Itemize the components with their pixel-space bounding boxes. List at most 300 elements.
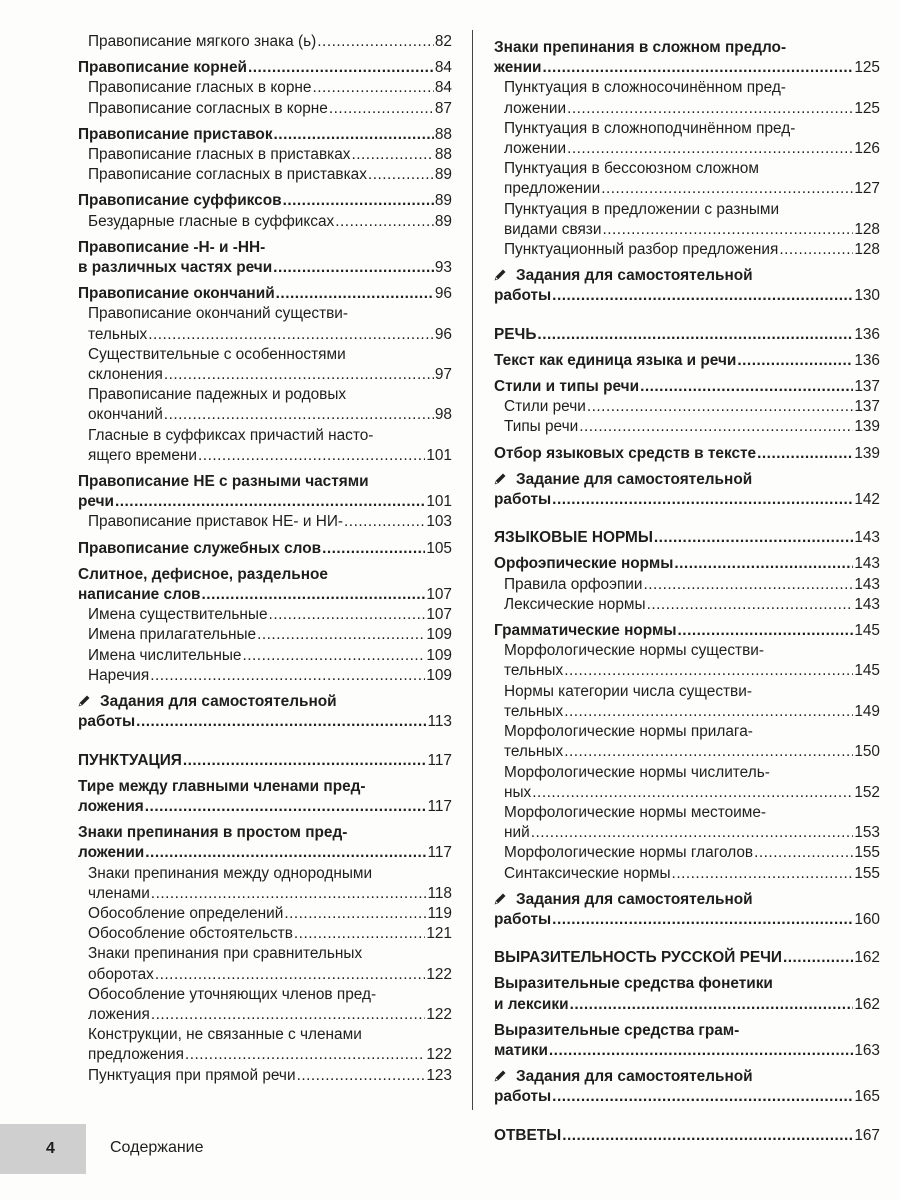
toc-page-number: 143 <box>854 575 880 593</box>
toc-entry-title: Правописание гласных в корне <box>88 79 312 97</box>
leader-dots <box>647 595 854 615</box>
leader-dots <box>552 1087 853 1107</box>
leader-dots <box>654 528 853 548</box>
toc-left-column <box>78 32 452 1086</box>
leader-dots <box>274 125 434 145</box>
leader-dots <box>151 1005 425 1025</box>
toc-entry-title: Слитное, дефисное, раздельное <box>78 565 328 583</box>
toc-entry-title: ложения <box>78 797 144 815</box>
leader-dots <box>601 179 853 199</box>
toc-entry-title: жении <box>494 59 542 77</box>
toc-page-number: 98 <box>434 406 452 424</box>
toc-entry <box>494 528 880 548</box>
toc-page-number: 163 <box>854 1041 880 1059</box>
toc-entry <box>494 1067 880 1107</box>
toc-entry <box>494 722 880 762</box>
toc-entry <box>78 646 452 666</box>
toc-page-number: 97 <box>434 366 452 384</box>
toc-page-number: 89 <box>434 166 452 184</box>
toc-entry-title: ложения <box>88 1005 150 1023</box>
toc-entry-title: Текст как единица языка и речи <box>494 351 737 369</box>
toc-entry-title: Наречия <box>88 666 150 684</box>
toc-entry <box>494 554 880 574</box>
toc-entry-title: Правописание гласных в приставках <box>88 146 351 164</box>
toc-page-number: 107 <box>426 606 452 624</box>
toc-entry-title: Имена существительные <box>88 606 268 624</box>
leader-dots <box>322 539 425 559</box>
toc-entry <box>78 539 452 559</box>
toc-entry-title: Задание для самостоятельной <box>494 470 752 490</box>
leader-dots <box>185 1045 425 1065</box>
toc-entry-title: видами связи <box>504 220 602 238</box>
leader-dots <box>737 351 853 371</box>
toc-entry-title: Задания для самостоятельной <box>494 266 753 286</box>
toc-page-number: 89 <box>434 192 452 210</box>
toc-entry-title: и лексики <box>494 995 569 1013</box>
leader-dots <box>779 240 853 260</box>
toc-page-number: 93 <box>434 259 452 277</box>
toc-entry-title: Конструкции, не связанные с членами <box>88 1026 362 1044</box>
toc-entry <box>78 304 452 344</box>
toc-entry-title: ВЫРАЗИТЕЛЬНОСТЬ РУССКОЙ РЕЧИ <box>494 949 782 967</box>
toc-page-number: 142 <box>854 491 880 509</box>
toc-entry-title: написание слов <box>78 586 201 604</box>
toc-entry-title: Правописание согласных в приставках <box>88 166 367 184</box>
toc-page-number: 152 <box>854 783 880 801</box>
toc-entry <box>494 641 880 681</box>
toc-page-number: 125 <box>854 99 880 117</box>
leader-dots <box>567 139 853 159</box>
toc-entry-title: Отбор языковых средств в тексте <box>494 444 757 462</box>
leader-dots <box>297 1066 426 1086</box>
toc-entry <box>494 351 880 371</box>
toc-page-number: 139 <box>854 418 880 436</box>
leader-dots <box>317 32 434 52</box>
toc-entry-title: Имена прилагательные <box>88 626 257 644</box>
toc-page-number: 139 <box>854 444 880 462</box>
toc-entry <box>494 470 880 510</box>
toc-entry <box>78 385 452 425</box>
leader-dots <box>552 490 853 510</box>
toc-entry <box>78 751 452 771</box>
pencil-icon <box>494 890 508 910</box>
toc-page-number: 82 <box>434 33 452 50</box>
toc-entry <box>78 99 452 119</box>
running-footer-title: Содержание <box>110 1139 204 1156</box>
toc-entry <box>494 377 880 397</box>
leader-dots <box>552 910 853 930</box>
leader-dots <box>151 884 427 904</box>
leader-dots <box>564 702 853 722</box>
toc-page-number: 88 <box>434 146 452 164</box>
toc-entry <box>78 625 452 645</box>
toc-entry-title: склонения <box>88 366 163 384</box>
toc-page-number: 165 <box>854 1088 880 1106</box>
toc-entry-title: Правописание окончаний <box>78 285 275 303</box>
toc-entry-title: Морфологические нормы числитель- <box>504 763 770 781</box>
toc-page-number: 84 <box>434 79 452 97</box>
leader-dots <box>312 78 433 98</box>
toc-entry-title: ний <box>504 824 530 842</box>
toc-entry <box>78 692 452 732</box>
toc-entry-title: Стили речи <box>504 398 586 416</box>
toc-entry <box>494 890 880 930</box>
toc-entry <box>78 125 452 145</box>
toc-entry-title: работы <box>494 491 552 509</box>
toc-entry <box>78 565 452 605</box>
toc-entry <box>78 924 452 944</box>
toc-entry-title: Тире между главными членами пред- <box>78 777 366 795</box>
toc-entry-title: Правописание -Н- и -НН- <box>78 238 266 256</box>
toc-entry-title: Синтаксические нормы <box>504 864 671 882</box>
toc-entry-title: Грамматические нормы <box>494 622 677 640</box>
page-number: 4 <box>46 1140 55 1157</box>
toc-page-number: 121 <box>426 925 452 943</box>
toc-page-number: 143 <box>854 595 880 613</box>
leader-dots <box>678 621 854 641</box>
toc-entry-title: Имена числительные <box>88 646 242 664</box>
toc-page-number: 153 <box>854 824 880 842</box>
leader-dots <box>344 512 425 532</box>
toc-page-number: 160 <box>854 910 880 928</box>
toc-entry <box>78 1066 452 1086</box>
toc-page-number: 127 <box>854 180 880 198</box>
toc-page-number: 87 <box>434 99 452 117</box>
pencil-icon <box>78 692 92 712</box>
toc-entry-title: тельных <box>504 662 564 680</box>
toc-page-number: 162 <box>854 995 880 1013</box>
toc-entry-title: Правописание мягкого знака (ь) <box>88 33 317 50</box>
toc-page-number: 150 <box>854 743 880 761</box>
toc-entry-title: Пунктуация в сложносочинённом пред- <box>504 79 786 97</box>
toc-entry-title: работы <box>494 910 552 928</box>
toc-entry-title: Правописание приставок <box>78 125 273 143</box>
toc-page-number: 89 <box>434 212 452 230</box>
leader-dots <box>674 554 853 574</box>
toc-entry <box>494 38 880 78</box>
toc-page-number: 117 <box>427 751 452 769</box>
leader-dots <box>564 742 853 762</box>
toc-entry <box>494 1021 880 1061</box>
leader-dots <box>150 666 425 686</box>
leader-dots <box>164 365 434 385</box>
toc-entry-title: Правописание корней <box>78 59 247 77</box>
toc-entry-title: Выразительные средства фонетики <box>494 975 773 993</box>
toc-entry-title: Правила орфоэпии <box>504 575 643 593</box>
toc-page-number: 101 <box>426 446 452 464</box>
toc-entry-title: работы <box>78 713 136 731</box>
toc-entry-title: Морфологические нормы глаголов <box>504 844 754 862</box>
toc-entry-title: Знаки препинания между однородными <box>88 864 373 882</box>
toc-entry-title: Нормы категории числа существи- <box>504 682 752 700</box>
toc-entry-title: Пунктуационный разбор предложения <box>504 241 779 259</box>
leader-dots <box>537 325 853 345</box>
leader-dots <box>351 145 433 165</box>
toc-entry-title: Обособление обстоятельств <box>88 925 293 943</box>
toc-page-number: 167 <box>854 1126 880 1144</box>
leader-dots <box>579 417 853 437</box>
toc-page-number: 149 <box>854 702 880 720</box>
toc-entry <box>78 32 452 52</box>
toc-entry-title: Знаки препинания в простом пред- <box>78 824 348 842</box>
leader-dots <box>269 605 426 625</box>
leader-dots <box>242 646 425 666</box>
leader-dots <box>640 377 853 397</box>
toc-page-number: 128 <box>854 220 880 238</box>
toc-entry-title: предложении <box>504 180 601 198</box>
toc-page-number: 96 <box>434 325 452 343</box>
toc-entry-title: Морфологические нормы прилага- <box>504 723 753 741</box>
toc-page-number: 109 <box>426 646 452 664</box>
toc-entry-title: ных <box>504 783 532 801</box>
toc-entry-title: Орфоэпические нормы <box>494 555 674 573</box>
leader-dots <box>602 220 853 240</box>
toc-entry-title: Обособление определений <box>88 904 284 922</box>
toc-entry-title: ящего времени <box>88 446 198 464</box>
toc-entry <box>78 823 452 863</box>
toc-entry <box>494 200 880 240</box>
toc-entry-title: Типы речи <box>504 418 579 436</box>
toc-entry-title: Правописание падежных и родовых <box>88 386 347 404</box>
toc-page-number: 117 <box>427 844 452 862</box>
toc-entry <box>78 512 452 532</box>
toc-entry-title: ПУНКТУАЦИЯ <box>78 751 182 769</box>
toc-entry-title: матики <box>494 1041 548 1059</box>
toc-entry-title: Стили и типы речи <box>494 378 640 396</box>
toc-entry-title: в различных частях речи <box>78 259 273 277</box>
toc-page-number: 155 <box>854 844 880 862</box>
toc-entry <box>78 944 452 984</box>
toc-page-number: 137 <box>854 398 880 416</box>
leader-dots <box>531 823 854 843</box>
toc-entry-title: ложении <box>504 99 567 117</box>
toc-entry <box>494 417 880 437</box>
toc-entry-title: Правописание согласных в корне <box>88 99 328 117</box>
leader-dots <box>783 948 853 968</box>
toc-entry <box>78 58 452 78</box>
toc-entry <box>494 119 880 159</box>
leader-dots <box>115 492 425 512</box>
toc-page-number: 88 <box>434 125 452 143</box>
toc-entry <box>494 864 880 884</box>
toc-entry <box>494 974 880 1014</box>
toc-page-number: 130 <box>854 287 880 305</box>
toc-entry <box>494 621 880 641</box>
toc-entry-title: тельных <box>88 325 148 343</box>
toc-entry <box>78 191 452 211</box>
toc-entry-title: РЕЧЬ <box>494 325 537 343</box>
leader-dots <box>368 165 434 185</box>
toc-page-number: 96 <box>434 285 452 303</box>
toc-entry-title: Пунктуация в сложноподчинённом пред- <box>504 119 796 137</box>
toc-entry <box>494 266 880 306</box>
leader-dots <box>543 58 854 78</box>
leader-dots <box>145 843 426 863</box>
toc-entry <box>494 763 880 803</box>
toc-page-number: 136 <box>854 351 880 369</box>
toc-entry-title: Пунктуация в бессоюзном сложном <box>504 160 759 178</box>
toc-entry <box>78 212 452 232</box>
toc-entry-title: Морфологические нормы существи- <box>504 642 764 660</box>
toc-entry-title: ложении <box>78 844 145 862</box>
toc-page-number: 105 <box>426 539 452 557</box>
toc-entry-title: работы <box>494 287 552 305</box>
toc-entry <box>78 472 452 512</box>
toc-entry-title: Знаки препинания в сложном предло- <box>494 39 787 56</box>
toc-entry-title: Выразительные средства грам- <box>494 1021 740 1039</box>
toc-entry-title: Существительные с особенностями <box>88 345 346 363</box>
toc-entry-title: предложения <box>88 1046 184 1064</box>
column-divider <box>472 30 473 1110</box>
leader-dots <box>164 405 434 425</box>
toc-page-number: 143 <box>854 555 880 573</box>
leader-dots <box>145 797 427 817</box>
toc-entry <box>78 238 452 278</box>
toc-page-number: 136 <box>854 325 880 343</box>
page-number-tab <box>0 1124 86 1174</box>
leader-dots <box>155 965 425 985</box>
toc-page-number: 101 <box>426 493 452 511</box>
toc-entry <box>78 1025 452 1065</box>
toc-entry-title: Задания для самостоятельной <box>494 890 753 910</box>
toc-entry-title: окончаний <box>88 406 163 424</box>
pencil-icon <box>494 266 508 286</box>
toc-entry <box>494 575 880 595</box>
toc-entry-title: тельных <box>504 743 564 761</box>
leader-dots <box>294 924 425 944</box>
toc-entry <box>78 777 452 817</box>
leader-dots <box>567 99 853 119</box>
pencil-icon <box>494 470 508 490</box>
pencil-icon <box>494 1067 508 1087</box>
toc-entry <box>78 145 452 165</box>
leader-dots <box>148 325 434 345</box>
toc-page-number: 109 <box>426 666 452 684</box>
leader-dots <box>183 751 427 771</box>
toc-entry-title: Безударные гласные в суффиксах <box>88 212 335 230</box>
leader-dots <box>757 444 853 464</box>
toc-entry-title: Лексические нормы <box>504 595 646 613</box>
toc-page-number: 119 <box>427 904 452 922</box>
toc-entry-title: членами <box>88 884 150 902</box>
leader-dots <box>283 191 434 211</box>
toc-entry-title: Морфологические нормы местоиме- <box>504 803 767 821</box>
toc-entry <box>78 78 452 98</box>
toc-entry <box>494 397 880 417</box>
toc-entry-title: работы <box>494 1088 552 1106</box>
toc-entry-title: Правописание НЕ с разными частями <box>78 473 369 491</box>
leader-dots <box>644 575 854 595</box>
toc-page-number: 118 <box>427 884 452 902</box>
leader-dots <box>248 58 434 78</box>
toc-entry-title: Пунктуация в предложении с разными <box>504 200 780 218</box>
leader-dots <box>257 625 425 645</box>
toc-page-number: 123 <box>426 1066 452 1084</box>
toc-right-column <box>494 32 880 1146</box>
toc-entry <box>78 284 452 304</box>
toc-entry <box>78 605 452 625</box>
toc-entry <box>494 240 880 260</box>
toc-page-number: 155 <box>854 864 880 882</box>
toc-page-number: 122 <box>426 1005 452 1023</box>
toc-entry <box>78 345 452 385</box>
toc-entry-title: тельных <box>504 702 564 720</box>
toc-page-number: 103 <box>426 513 452 531</box>
leader-dots <box>570 995 854 1015</box>
leader-dots <box>672 864 854 884</box>
toc-entry-title: Задания для самостоятельной <box>494 1067 753 1087</box>
toc-page-number: 84 <box>434 59 452 77</box>
leader-dots <box>329 99 434 119</box>
toc-entry <box>494 159 880 199</box>
toc-entry-title: Правописание окончаний существи- <box>88 305 349 323</box>
toc-entry <box>494 78 880 118</box>
toc-entry-title: Знаки препинания при сравнительных <box>88 945 363 963</box>
toc-entry-title: Правописание приставок НЕ- и НИ- <box>88 513 344 531</box>
toc-page-number: 145 <box>854 622 880 640</box>
toc-entry-title: Пунктуация при прямой речи <box>88 1066 296 1084</box>
toc-page-number: 113 <box>427 713 452 731</box>
leader-dots <box>273 258 434 278</box>
toc-page-number: 125 <box>854 59 880 77</box>
toc-entry-title: Правописание суффиксов <box>78 192 282 210</box>
toc-entry <box>78 864 452 904</box>
toc-entry <box>78 426 452 466</box>
toc-page-number: 137 <box>854 378 880 396</box>
toc-entry <box>78 985 452 1025</box>
leader-dots <box>202 585 426 605</box>
leader-dots <box>552 286 853 306</box>
toc-page-number: 145 <box>854 662 880 680</box>
leader-dots <box>587 397 853 417</box>
toc-entry <box>78 904 452 924</box>
leader-dots <box>562 1126 853 1146</box>
toc-entry-title: ЯЗЫКОВЫЕ НОРМЫ <box>494 529 653 547</box>
toc-entry <box>78 666 452 686</box>
toc-entry-title: речи <box>78 493 114 511</box>
toc-page-number: 122 <box>426 965 452 983</box>
leader-dots <box>276 284 434 304</box>
toc-entry-title: оборотах <box>88 965 154 983</box>
toc-entry-title: ложении <box>504 140 567 158</box>
toc-entry-title: Гласные в суффиксах причастий насто- <box>88 426 374 444</box>
leader-dots <box>564 661 853 681</box>
toc-page-number: 107 <box>426 586 452 604</box>
toc-page-number: 128 <box>854 241 880 259</box>
toc-entry-title: Правописание служебных слов <box>78 539 322 557</box>
toc-entry <box>78 165 452 185</box>
toc-page-number: 122 <box>426 1046 452 1064</box>
toc-page-number: 126 <box>854 140 880 158</box>
toc-page-number: 143 <box>854 529 880 547</box>
leader-dots <box>335 212 434 232</box>
toc-entry-title: Обособление уточняющих членов пред- <box>88 985 377 1003</box>
leader-dots <box>284 904 426 924</box>
toc-page-number: 109 <box>426 626 452 644</box>
toc-entry-title: Задания для самостоятельной <box>78 692 337 712</box>
toc-page-number: 117 <box>427 797 452 815</box>
toc-entry <box>494 843 880 863</box>
toc-entry <box>494 444 880 464</box>
toc-page-number: 162 <box>854 949 880 967</box>
toc-entry <box>494 325 880 345</box>
leader-dots <box>532 783 853 803</box>
toc-entry-title: ОТВЕТЫ <box>494 1126 562 1144</box>
toc-entry <box>494 682 880 722</box>
leader-dots <box>136 712 426 732</box>
toc-entry <box>494 803 880 843</box>
leader-dots <box>754 843 853 863</box>
